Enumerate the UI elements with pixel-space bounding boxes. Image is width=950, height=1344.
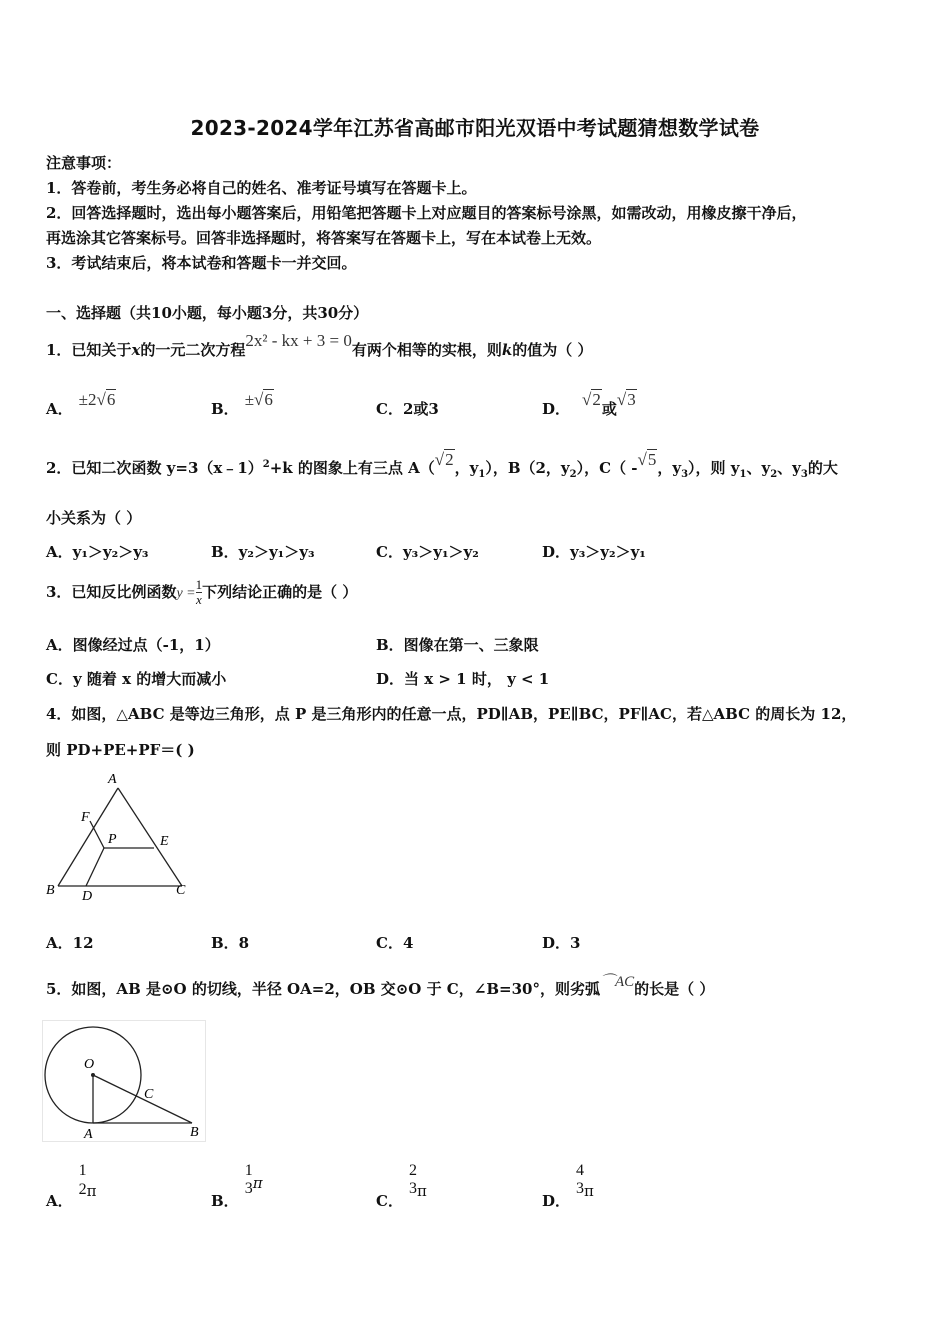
q1-option-c — [376, 398, 439, 419]
q5-option-a-label: A． — [46, 1192, 73, 1211]
q5-option-c-num: 2 — [408, 1162, 417, 1179]
q1-option-d-radicand-1: 2 — [592, 390, 601, 409]
question-4-line-2: 则 PD+PE+PF＝( ) — [46, 741, 195, 759]
q1-option-b: B． ±√6 — [211, 390, 273, 418]
label-o: O — [84, 1057, 95, 1072]
page-title: 2023-2024学年江苏省高邮市阳光双语中考试题猜想数学试卷 — [190, 116, 760, 140]
label-d: D — [82, 889, 93, 904]
q5-option-a-pi: π — [86, 1182, 97, 1201]
q2-text-g: ），则 y — [688, 459, 740, 477]
q2-sub-1b: 1 — [739, 469, 747, 480]
q5-arc-name: AC — [614, 974, 635, 990]
q5-option-b — [211, 1162, 263, 1210]
q3-func-numerator: 1 — [195, 577, 203, 592]
question-2-line-2: 小关系为（ ） — [46, 509, 142, 527]
q2-option-d: D．y₃＞y₂＞y₁ — [542, 543, 646, 561]
q3-option-b: B．图像在第一、三象限 — [376, 636, 539, 654]
q1-option-c-text: 2或3 — [402, 400, 439, 418]
q5-option-d-pi: π — [584, 1181, 594, 1200]
q5-option-a-num: 1 — [78, 1162, 87, 1179]
q1-option-d-radicand-2: 3 — [627, 390, 636, 409]
q5-option-d-den: 3 — [576, 1179, 585, 1197]
q5-suffix: 的长是（ ） — [634, 980, 715, 998]
q2-text-b: +k 的图象上有三点 A（ — [269, 459, 435, 477]
q3-func-denominator: x — [195, 592, 202, 608]
q1-suffix1: 有两个相等的实根，则 — [351, 341, 502, 359]
label-c: C — [144, 1087, 154, 1102]
q2-text-j: 的大 — [807, 459, 838, 477]
segment-pd — [86, 848, 104, 886]
q1-option-b-pm: ± — [244, 390, 255, 409]
q1-var-k: k — [501, 341, 513, 359]
q1-option-a-label: A． — [46, 400, 73, 418]
q2-sub-1: 1 — [478, 469, 486, 480]
q1-equation: 2x² - kx + 3 = 0 — [245, 331, 352, 350]
notice-item-2: 2．回答选择题时，选出每小题答案后，用铅笔把答题卡上对应题目的答案标号涂黑，如需改动，用橡皮擦干净后， — [46, 204, 807, 222]
q5-circle-figure — [42, 1020, 206, 1142]
q2-sub-2: 2 — [569, 469, 577, 480]
q1-option-d-or: 或 — [601, 400, 617, 418]
q5-option-d-num: 4 — [576, 1162, 585, 1179]
q5-option-a — [46, 1162, 97, 1211]
question-2-line-1: 2．已知二次函数 y=3（x﹣1）$^2$+k 的图象上有三点 A（√2，$y_1$），B（2，$y_2$），C（ -√5，$y_3$），则 $y_1$、$y_2$、$y_3$的大 — [46, 450, 838, 480]
segment-ob — [93, 1075, 192, 1123]
q4-option-b: B．8 — [211, 934, 250, 952]
q2-option-b: B．y₂＞y₁＞y₃ — [211, 543, 315, 561]
q1-option-c-label: C． — [376, 400, 403, 418]
q2-text-f: ，y — [657, 459, 682, 477]
q5-option-c — [376, 1162, 427, 1210]
label-f: F — [81, 810, 90, 825]
q2-exponent: 2 — [262, 459, 270, 470]
q2-text-d: ），B（2，y — [485, 459, 570, 477]
q1-suffix2: 的值为（ ） — [512, 341, 593, 359]
q4-option-a: A．12 — [46, 934, 94, 952]
q1-option-d-label: D． — [542, 400, 571, 418]
q3-option-c: C．y 随着 x 的增大而减小 — [46, 670, 227, 688]
q2-option-c: C．y₃＞y₁＞y₂ — [376, 543, 479, 561]
label-a: A — [108, 772, 117, 787]
q5-option-c-pi: π — [416, 1181, 427, 1200]
q2-text-c: ，y — [454, 459, 479, 477]
q3-suffix: 下列结论正确的是（ ） — [202, 582, 358, 601]
q2-radicand-c: 5 — [647, 450, 657, 469]
q5-option-b-den: 3 — [244, 1179, 253, 1197]
q1-mid: 的一元二次方程 — [140, 341, 246, 359]
q5-option-b-num: 1 — [244, 1162, 253, 1179]
q2-text-a: 2．已知二次函数 y=3（x﹣1） — [46, 459, 263, 477]
q2-text-h: 、y — [746, 459, 771, 477]
label-b: B — [190, 1125, 199, 1140]
side-ac — [118, 788, 182, 886]
q1-option-d: D． √2或√3 — [542, 390, 636, 418]
q5-option-d-label: D． — [542, 1191, 571, 1210]
q5-option-b-pi: π — [252, 1173, 263, 1192]
question-4-line-1: 4．如图，△ABC 是等边三角形，点 P 是三角形内的任意一点，PD∥AB，PE∥BC，PF∥AC，若△ABC 的周长为 12， — [46, 705, 857, 723]
question-1 — [46, 331, 593, 360]
q1-option-a-radicand: 6 — [106, 390, 116, 409]
q1-prefix: 1．已知关于 — [46, 341, 132, 359]
q5-option-d — [542, 1162, 594, 1210]
q4-option-c: C．4 — [376, 934, 414, 952]
q5-prefix: 5．如图，AB 是⊙O 的切线，半径 OA=2，OB 交⊙O 于 C，∠B=30°，则劣弧 — [46, 980, 600, 998]
label-p: P — [108, 832, 117, 847]
q1-option-a: A． ±2√6 — [46, 390, 116, 418]
label-b: B — [46, 883, 55, 898]
notice-item-2-cont: 再选涂其它答案标号。回答非选择题时，将答案写在答题卡上，写在本试卷上无效。 — [46, 229, 602, 247]
q5-option-c-den: 3 — [408, 1179, 417, 1197]
q3-func-lhs: y = — [176, 585, 196, 601]
label-e: E — [160, 834, 169, 849]
q2-sub-2b: 2 — [770, 469, 778, 480]
center-dot — [91, 1073, 95, 1077]
q2-option-a: A．y₁＞y₂＞y₃ — [46, 543, 149, 561]
q2-sub-3: 3 — [681, 469, 689, 480]
q5-option-a-den: 2 — [78, 1180, 87, 1198]
q3-option-d: D．当 x > 1 时， y < 1 — [376, 670, 550, 688]
notice-heading: 注意事项： — [46, 154, 122, 172]
q4-triangle-figure — [44, 768, 196, 904]
question-3 — [46, 578, 357, 608]
segment-pf — [90, 821, 104, 848]
q3-prefix: 3．已知反比例函数 — [46, 582, 177, 601]
q4-option-d: D．3 — [542, 934, 581, 952]
q1-option-a-pm: ±2 — [78, 390, 97, 409]
label-a: A — [84, 1127, 93, 1142]
q3-option-a: A．图像经过点（-1，1） — [46, 636, 220, 654]
q1-option-b-label: B． — [211, 400, 239, 418]
q1-option-b-radicand: 6 — [264, 390, 273, 409]
q2-sub-3b: 3 — [800, 469, 808, 480]
q2-radicand-a: 2 — [445, 450, 454, 469]
q5-option-b-label: B． — [211, 1191, 239, 1210]
q2-text-e: ），C（ - — [576, 459, 638, 477]
q2-text-i: 、y — [777, 459, 801, 477]
notice-item-1: 1．答卷前，考生务必将自己的姓名、准考证号填写在答题卡上。 — [46, 179, 477, 197]
q1-var-x: x — [131, 341, 141, 359]
section-heading: 一、选择题（共10小题，每小题3分，共30分） — [46, 304, 369, 322]
notice-item-3: 3．考试结束后，将本试卷和答题卡一并交回。 — [46, 254, 357, 272]
label-c: C — [176, 883, 186, 898]
question-5: 5．如图，AB 是⊙O 的切线，半径 OA=2，OB 交⊙O 于 C，∠B=30°，则劣弧⌒AC的长是（ ） — [46, 974, 715, 998]
q5-option-c-label: C． — [376, 1191, 403, 1210]
